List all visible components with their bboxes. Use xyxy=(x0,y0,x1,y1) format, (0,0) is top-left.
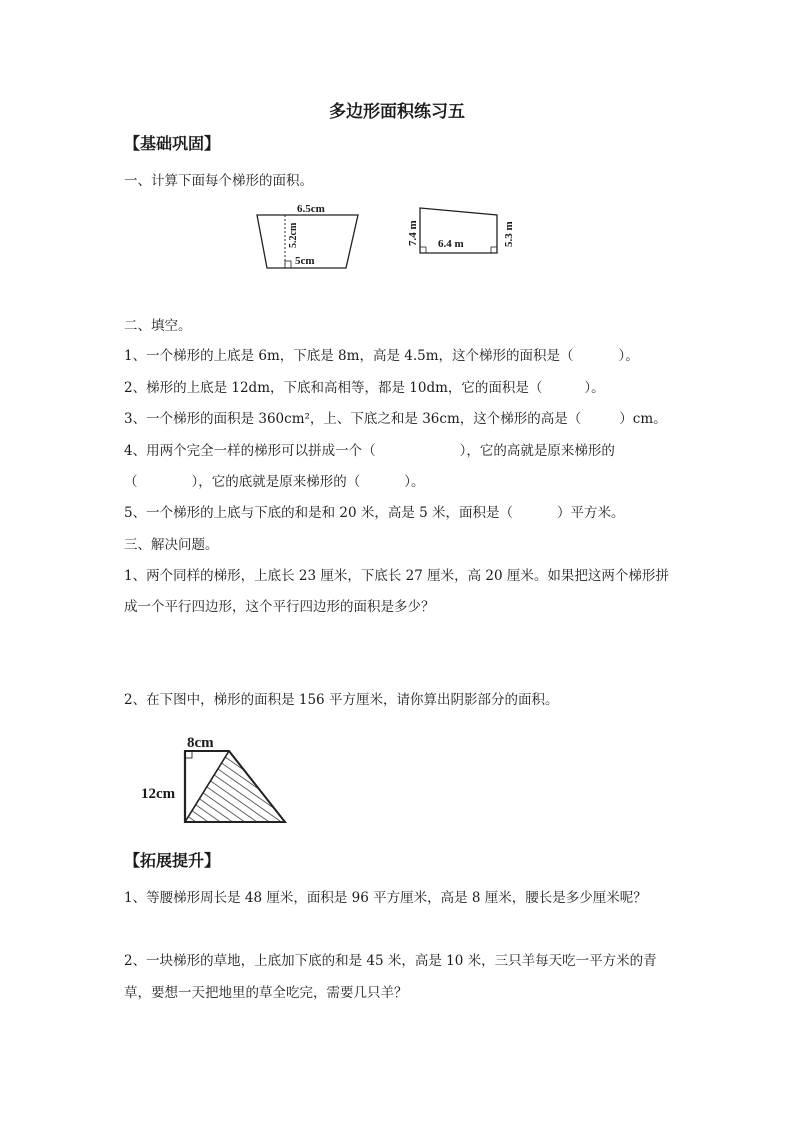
fill-item-2: 2、梯形的上底是 12dm，下底和高相等，都是 10dm，它的面积是（ ）。 xyxy=(124,380,605,396)
page-title: 多边形面积练习五 xyxy=(329,102,465,122)
fig1-bottom-label: 5cm xyxy=(295,255,315,267)
fill-item-3: 3、一个梯形的面积是 360cm²，上、下底之和是 36cm，这个梯形的高是（ ）cm。 xyxy=(124,411,667,427)
extension-problem-1: 1、等腰梯形周长是 48 厘米，面积是 96 平方厘米，高是 8 厘米，腰长是多少厘米呢？ xyxy=(124,890,647,906)
extension-problem-2-line-1: 2、一块梯形的草地，上底加下底的和是 45 米，高是 10 米，三只羊每天吃一平方米的青 xyxy=(124,953,657,969)
section-heading-basic: 【基础巩固】 xyxy=(124,134,221,153)
trapezoid-figure-1 xyxy=(250,200,370,275)
fig1-height-label: 5.2cm xyxy=(288,222,299,248)
question-3-heading: 三、解决问题。 xyxy=(124,537,219,553)
fig2-base-label: 6.4 m xyxy=(438,238,464,250)
question-1-heading: 一、计算下面每个梯形的面积。 xyxy=(124,173,313,189)
problem-1-line-1: 1、两个同样的梯形，上底长 23 厘米，下底长 27 厘米，高 20 厘米。如果把这两个梯形拼 xyxy=(124,568,669,584)
figure-top-label: 8cm xyxy=(187,735,214,751)
section-heading-extension: 【拓展提升】 xyxy=(124,851,221,870)
extension-problem-2-line-2: 草，要想一天把地里的草全吃完，需要几只羊？ xyxy=(124,985,408,1001)
problem-2-text: 2、在下图中，梯形的面积是 156 平方厘米，请你算出阴影部分的面积。 xyxy=(124,692,559,708)
fig1-top-label: 6.5cm xyxy=(297,203,325,215)
figure-height-label: 12cm xyxy=(141,786,176,802)
question-2-heading: 二、填空。 xyxy=(124,318,192,334)
fill-item-4: 4、用两个完全一样的梯形可以拼成一个（ ），它的高就是原来梯形的 xyxy=(124,443,615,459)
fill-item-1: 1、一个梯形的上底是 6m，下底是 8m，高是 4.5m，这个梯形的面积是（ ）。 xyxy=(124,348,639,364)
trapezoid-figure-2 xyxy=(400,200,525,265)
fig2-right-label: 5.3 m xyxy=(503,221,515,247)
fig2-left-label: 7.4 m xyxy=(407,220,419,246)
shaded-triangle-figure xyxy=(140,732,290,830)
fill-item-5: 5、一个梯形的上底与下底的和是和 20 米，高是 5 米，面积是（ ）平方米。 xyxy=(124,505,625,521)
problem-1-line-2: 成一个平行四边形，这个平行四边形的面积是多少？ xyxy=(124,599,435,615)
fill-item-4-continued: （ ），它的底就是原来梯形的（ ）。 xyxy=(124,474,425,490)
